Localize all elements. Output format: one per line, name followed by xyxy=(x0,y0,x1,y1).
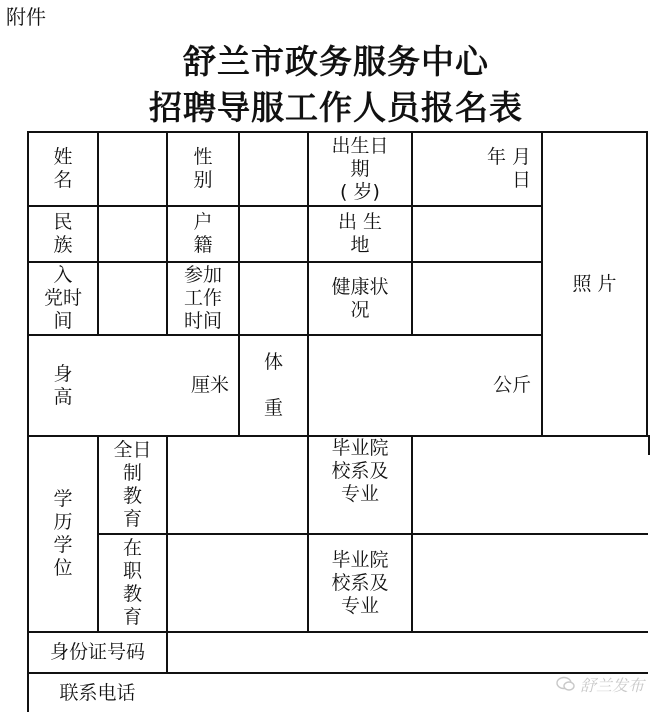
form-title-line-1: 舒兰市政务服务中心 xyxy=(183,42,489,81)
phone-input-cell[interactable] xyxy=(168,674,548,712)
in-service-school-major-label: 毕业院 校系及 专业 xyxy=(331,548,389,617)
birthplace-label: 出 生 地 xyxy=(337,211,383,256)
id-number-input-cell[interactable] xyxy=(168,633,648,672)
work-start-date-label: 参加 工作 时间 xyxy=(183,264,222,332)
party-join-date-input-cell[interactable] xyxy=(99,263,166,334)
full-time-school-major-label: 毕业院 校系及 专业 xyxy=(331,437,389,505)
full-time-school-major-input-cell[interactable] xyxy=(413,437,648,533)
work-start-date-input-cell[interactable] xyxy=(240,263,307,334)
gender-input-cell[interactable] xyxy=(240,133,307,205)
table-border-right xyxy=(646,131,648,436)
health-status-input-cell[interactable] xyxy=(413,263,541,334)
name-input-cell[interactable] xyxy=(99,133,166,205)
hukou-input-cell[interactable] xyxy=(240,207,307,261)
form-title-line-2: 招聘导服工作人员报名表 xyxy=(149,88,523,127)
height-unit[interactable]: 厘米 xyxy=(190,374,229,396)
ethnicity-label: 民 族 xyxy=(53,211,73,256)
education-degree-label: 学 历 学 位 xyxy=(53,488,73,579)
birth-date-value[interactable]: 年 月 日 xyxy=(486,146,531,191)
in-service-school-major-input-cell[interactable] xyxy=(413,535,648,631)
source-watermark xyxy=(556,672,672,696)
table-border-right-stub xyxy=(648,435,650,455)
in-service-education-label: 在 职 教 育 xyxy=(122,537,142,628)
phone-label: 联系电话 xyxy=(59,681,136,704)
health-status-label: 健康状 况 xyxy=(331,275,389,321)
weight-label: 体 重 xyxy=(263,351,283,419)
watermark-text: 舒兰发布 xyxy=(580,675,645,695)
attachment-label: 附件 xyxy=(6,5,46,29)
full-time-education-input-cell[interactable] xyxy=(168,437,307,533)
gender-label: 性 别 xyxy=(193,146,213,191)
birth-date-label: 出生日 期 ( 岁) xyxy=(331,134,389,203)
wechat-bubble-icon xyxy=(556,674,576,694)
in-service-education-input-cell[interactable] xyxy=(168,535,307,631)
height-label: 身 高 xyxy=(53,362,73,408)
hukou-label: 户 籍 xyxy=(193,211,213,256)
name-label: 姓 名 xyxy=(53,146,73,191)
birthplace-input-cell[interactable] xyxy=(413,207,541,261)
weight-unit[interactable]: 公斤 xyxy=(492,374,531,396)
id-number-label: 身份证号码 xyxy=(49,641,145,663)
party-join-date-label: 入 党时 间 xyxy=(43,264,82,332)
ethnicity-input-cell[interactable] xyxy=(99,207,166,261)
photo-label[interactable]: 照 片 xyxy=(572,272,617,295)
full-time-education-label: 全日 制 教 育 xyxy=(113,439,152,530)
